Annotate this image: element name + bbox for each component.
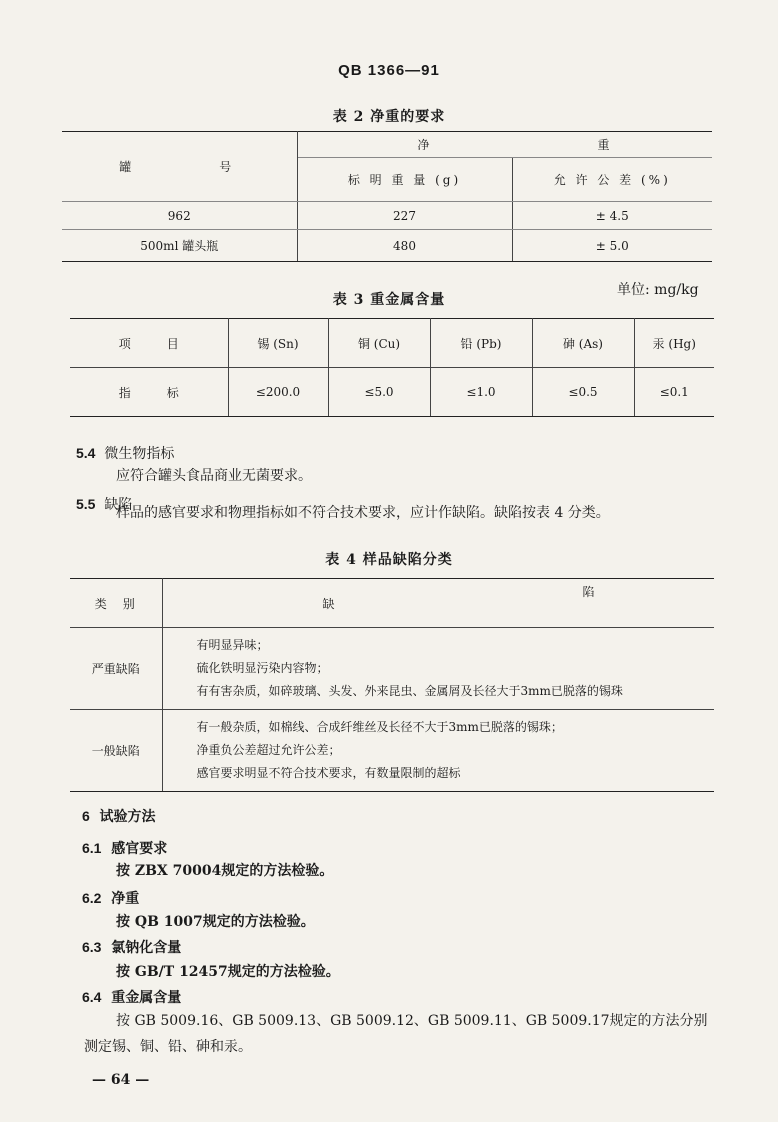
- col-can-header: 罐 号: [62, 132, 297, 202]
- defect-table: [70, 578, 714, 792]
- table-row: 500ml 罐头瓶 480 ± 5.0: [62, 230, 712, 262]
- section-6-4-text-line2: 测定锡、铜、铅、砷和汞。: [84, 1039, 252, 1055]
- table-row: 一般缺陷 有一般杂质，如棉线、合成纤维丝及长径不大于3mm已脱落的锡珠； 净重负公差超过允许公差； 感官要求明显不符合技术要求，有数量限制的超标: [70, 710, 714, 792]
- net-weight-table: [62, 131, 712, 262]
- table-row: 严重缺陷 有明显异味； 硫化铁明显污染内容物； 有有害杂质，如碎玻璃、头发、外来昆虫、金属屑及长径大于3mm已脱落的锡珠: [70, 628, 714, 710]
- section-6-2-heading: 6.2 净重: [82, 890, 140, 907]
- table2-caption: 表 2 净重的要求: [332, 109, 446, 125]
- section-6-1-text: 按 ZBX 70004规定的方法检验。: [116, 863, 334, 879]
- table-header-row: [70, 579, 714, 628]
- col-net-header: 净 重: [297, 132, 712, 158]
- section-6-3-heading: 6.3 氯钠化含量: [82, 939, 182, 956]
- table3-unit: 单位: mg/kg: [617, 282, 699, 298]
- col-labeled-header: 标 明 重 量 (g): [297, 158, 512, 202]
- document-code: QB 1366—91: [338, 62, 440, 79]
- section-6-4-text-line1: 按 GB 5009.16、GB 5009.13、GB 5009.12、GB 5009.11、GB 5009.17规定的方法分别: [116, 1013, 708, 1029]
- section-6-1-heading: 6.1 感官要求: [82, 840, 168, 857]
- section-6-heading: 6 试验方法: [82, 808, 156, 825]
- section-6-4-heading: 6.4 重金属含量: [82, 989, 182, 1006]
- col-tolerance-header: 允 许 公 差 (%): [512, 158, 712, 202]
- section-5-5-text: 样品的感官要求和物理指标如不符合技术要求，应计作缺陷。缺陷按表 4 分类。: [116, 505, 610, 521]
- heavy-metal-table: [70, 318, 714, 417]
- col-defect-header: 缺 陷: [162, 579, 714, 628]
- table-row: 指 标 ≤200.0 ≤5.0 ≤1.0 ≤0.5 ≤0.1: [70, 368, 714, 417]
- section-5-5-heading: 5.5 缺陷: [76, 496, 133, 513]
- section-6-3-text: 按 GB/T 12457规定的方法检验。: [116, 964, 340, 980]
- table-row: 962 227 ± 4.5: [62, 202, 712, 230]
- section-6-2-text: 按 QB 1007规定的方法检验。: [116, 914, 315, 930]
- section-5-4-heading: 5.4 微生物指标: [76, 445, 175, 462]
- col-category-header: 类 别: [70, 579, 162, 628]
- table-header-row: 项 目 锡 (Sn) 铜 (Cu) 铅 (Pb) 砷 (As) 汞 (Hg): [70, 319, 714, 368]
- table3-caption: 表 3 重金属含量: [332, 292, 446, 308]
- page-number: — 64 —: [92, 1072, 150, 1088]
- section-5-4-text: 应符合罐头食品商业无菌要求。: [116, 468, 312, 484]
- table4-caption: 表 4 样品缺陷分类: [325, 552, 453, 568]
